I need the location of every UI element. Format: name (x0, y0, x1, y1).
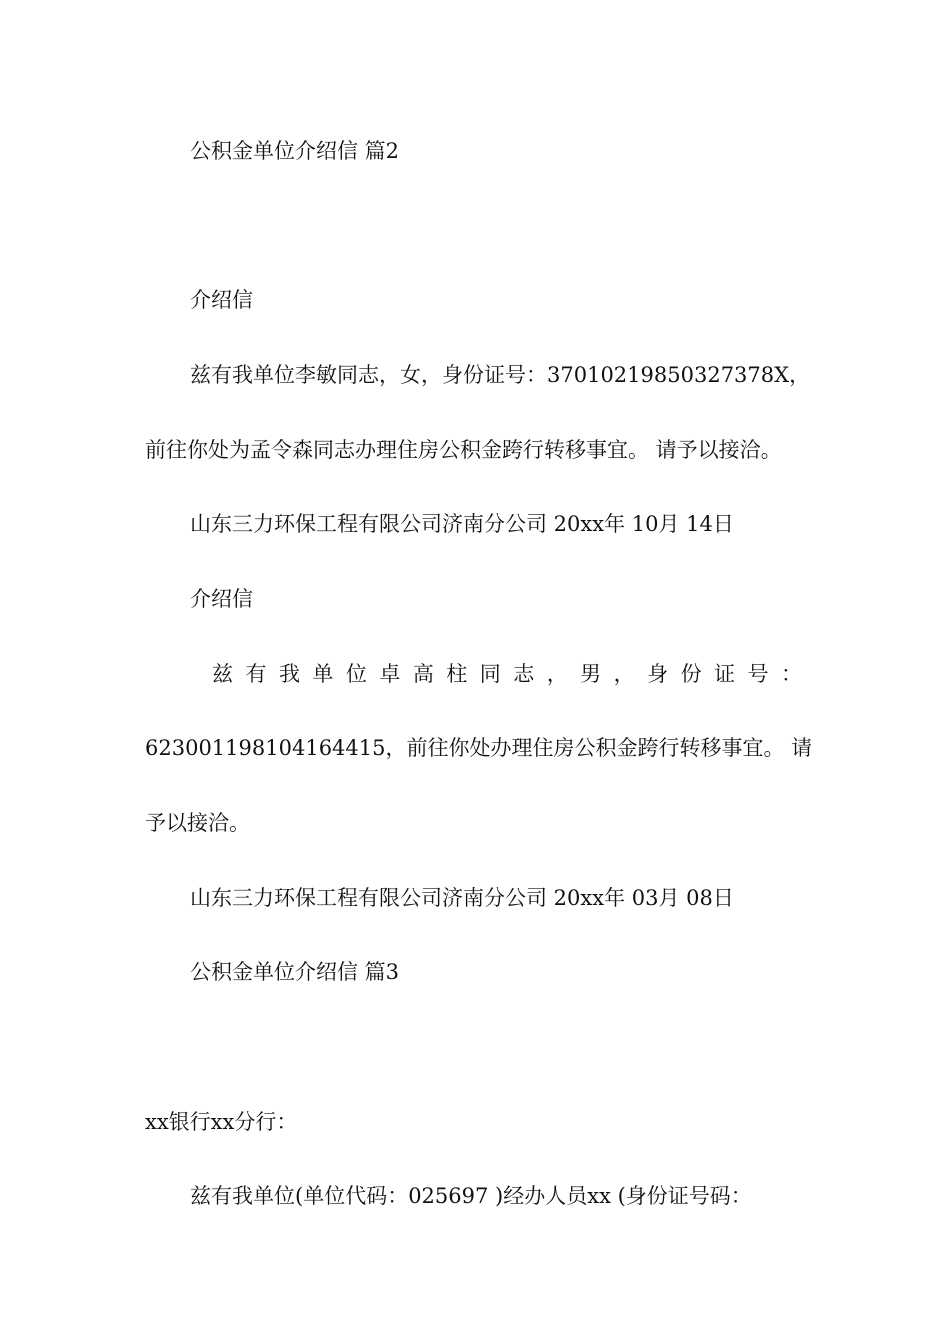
char: 男 (580, 662, 602, 686)
char: 位 (345, 662, 367, 686)
char: 证 (714, 662, 736, 686)
letter-2-body-line-2: 623001198104164415，前往你处办理住房公积金跨行转移事宜。 请 (145, 736, 813, 760)
letter-1-signature: 山东三力环保工程有限公司济南分公司 20xx年 10月 14日 (190, 512, 734, 536)
letter-2-body-line-1 (212, 659, 802, 689)
char: 份 (680, 662, 702, 686)
letter-2-body-line-3: 予以接洽。 (145, 811, 250, 835)
char: ， (613, 662, 635, 686)
char: 身 (647, 662, 669, 686)
letter-2-signature: 山东三力环保工程有限公司济南分公司 20xx年 03月 08日 (190, 886, 734, 910)
char: 志 (513, 662, 535, 686)
char: 柱 (446, 662, 468, 686)
char: 卓 (379, 662, 401, 686)
letter-1-body-line-2: 前往你处为孟令森同志办理住房公积金跨行转移事宜。 请予以接洽。 (145, 438, 782, 462)
letter-1-title: 介绍信 (190, 288, 253, 312)
char: ， (546, 662, 568, 686)
letter-3-body-line-1: 兹有我单位(单位代码：025697 )经办人员xx (身份证号码： (190, 1184, 752, 1208)
char: 同 (479, 662, 501, 686)
char: 高 (412, 662, 434, 686)
letter-1-body-line-1: 兹有我单位李敏同志，女，身份证号：37010219850327378X， (190, 363, 811, 387)
letter-2-title: 介绍信 (190, 587, 253, 611)
char: 单 (312, 662, 334, 686)
char: 有 (245, 662, 267, 686)
char: 我 (278, 662, 300, 686)
letter-3-addressee: xx银行xx分行： (145, 1110, 298, 1134)
char: 号 (747, 662, 769, 686)
char: ： (780, 662, 802, 686)
section-heading-3: 公积金单位介绍信 篇3 (190, 960, 400, 984)
char: 兹 (212, 662, 233, 686)
section-heading-2: 公积金单位介绍信 篇2 (190, 139, 400, 163)
